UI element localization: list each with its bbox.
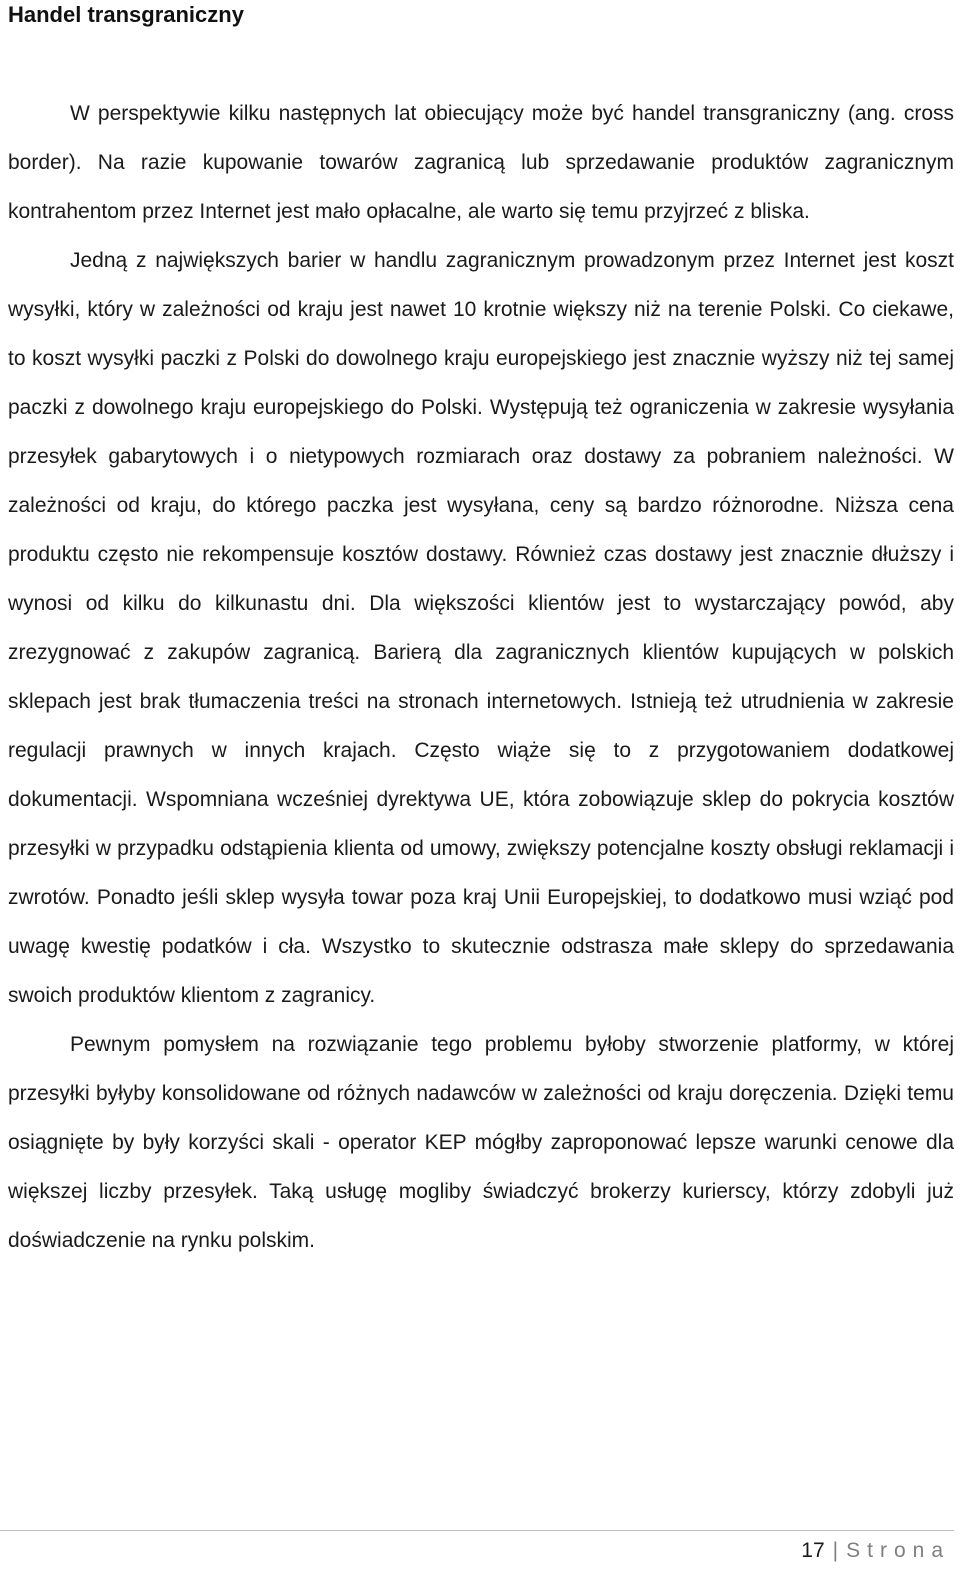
paragraph-barriers: Jedną z największych barier w handlu zagranicznym prowadzonym przez Internet jest koszt wysyłki, który w zależności od kraju jest nawet 10 krotnie większy niż na terenie Polski. Co ciekawe, to koszt wysyłki paczki z Polski do dowolnego kraju europejskiego jest znacznie wyższy niż tej samej paczki z dowolnego kraju europejskiego do Polski. Występują też ograniczenia w zakresie wysyłania przesyłek gabarytowych i o nietypowych rozmiarach oraz dostawy za pobraniem należności. W zależności od kraju, do którego paczka jest wysyłana, ceny są bardzo różnorodne. Niższa cena produktu często nie rekompensuje kosztów dostawy. Również czas dostawy jest znacznie dłuższy i wynosi od kilku do kilkunastu dni. Dla większości klientów jest to wystarczający powód, aby zrezygnować z zakupów zagranicą. Barierą dla zagranicznych klientów kupujących w polskich sklepach jest brak tłumaczenia treści na stronach internetowych. Istnieją też utrudnienia w zakresie regulacji prawnych w innych krajach. Często wiąże się to z przygotowaniem dodatkowej dokumentacji. Wspomniana wcześniej dyrektywa UE, która zobowiązuje sklep do pokrycia kosztów przesyłki w przypadku odstąpienia klienta od umowy, zwiększy potencjalne koszty obsługi reklamacji i zwrotów. Ponadto jeśli sklep wysyła towar poza kraj Unii Europejskiej, to dodatkowo musi wziąć pod uwagę kwestię podatków i cła. Wszystko to skutecznie odstrasza małe sklepy do sprzedawania swoich produktów klientom z zagranicy. <box>8 249 954 1007</box>
section-heading: Handel transgraniczny <box>8 2 244 27</box>
page-number: 17 <box>801 1539 825 1562</box>
page-number-separator: | <box>832 1539 839 1562</box>
paragraph-solution: Pewnym pomysłem na rozwiązanie tego problemu byłoby stworzenie platformy, w której przesyłki byłyby konsolidowane od różnych nadawców w zależności od kraju doręczenia. Dzięki temu osiągnięte by były korzyści skali - operator KEP mógłby zaproponować lepsze warunki cenowe dla większej liczby przesyłek. Taką usługę mogliby świadczyć brokerzy kurierscy, którzy zdobyli już doświadczenie na rynku polskim. <box>8 1033 954 1252</box>
document-page <box>8 0 954 1265</box>
page-footer <box>0 1530 954 1562</box>
page-label: Strona <box>846 1539 950 1562</box>
paragraph-intro: W perspektywie kilku następnych lat obiecujący może być handel transgraniczny (ang. cross border). Na razie kupowanie towarów zagranicą lub sprzedawanie produktów zagranicznym kontrahentom przez Internet jest mało opłacalne, ale warto się temu przyjrzeć z bliska. <box>8 102 954 223</box>
page-number-block <box>801 1538 950 1564</box>
